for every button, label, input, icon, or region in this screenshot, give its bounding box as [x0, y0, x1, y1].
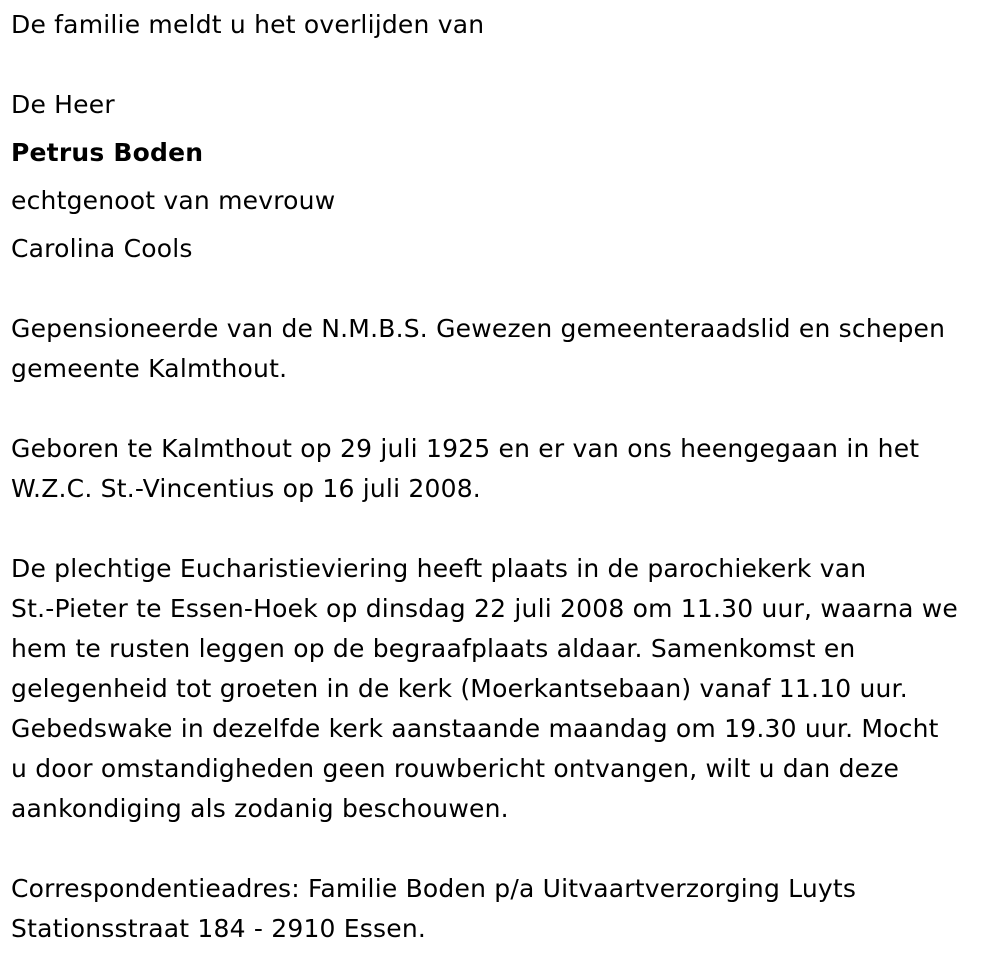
career-line-1: Gepensioneerde van de N.M.B.S. Gewezen gemeenteraadslid en schepen	[11, 314, 946, 343]
ceremony-line: hem te rusten leggen op de begraafplaats aldaar. Samenkomst en	[11, 634, 856, 663]
career-line-2: gemeente Kalmthout.	[11, 354, 288, 383]
ceremony-line: Gebedswake in dezelfde kerk aanstaande maandag om 19.30 uur. Mocht	[11, 714, 939, 743]
correspondence-line-1: Correspondentieadres: Familie Boden p/a Uitvaartverzorging Luyts	[11, 874, 857, 903]
birth-line-1: Geboren te Kalmthout op 29 juli 1925 en er van ons heengegaan in het	[11, 434, 920, 463]
ceremony-line: gelegenheid tot groeten in de kerk (Moerkantsebaan) vanaf 11.10 uur.	[11, 674, 908, 703]
intro-text: De familie meldt u het overlijden van	[11, 10, 485, 39]
spouse-name: Carolina Cools	[11, 234, 193, 263]
ceremony-line: De plechtige Eucharistieviering heeft plaats in de parochiekerk van	[11, 554, 867, 583]
correspondence-line-2: Stationsstraat 184 - 2910 Essen.	[11, 914, 427, 943]
spouse-label: echtgenoot van mevrouw	[11, 186, 336, 215]
salutation: De Heer	[11, 90, 115, 119]
ceremony-line: St.-Pieter te Essen-Hoek op dinsdag 22 juli 2008 om 11.30 uur, waarna we	[11, 594, 959, 623]
deceased-name: Petrus Boden	[11, 138, 204, 167]
ceremony-line: u door omstandigheden geen rouwbericht ontvangen, wilt u dan deze	[11, 754, 900, 783]
ceremony-line: aankondiging als zodanig beschouwen.	[11, 794, 509, 823]
birth-line-2: W.Z.C. St.-Vincentius op 16 juli 2008.	[11, 474, 481, 503]
